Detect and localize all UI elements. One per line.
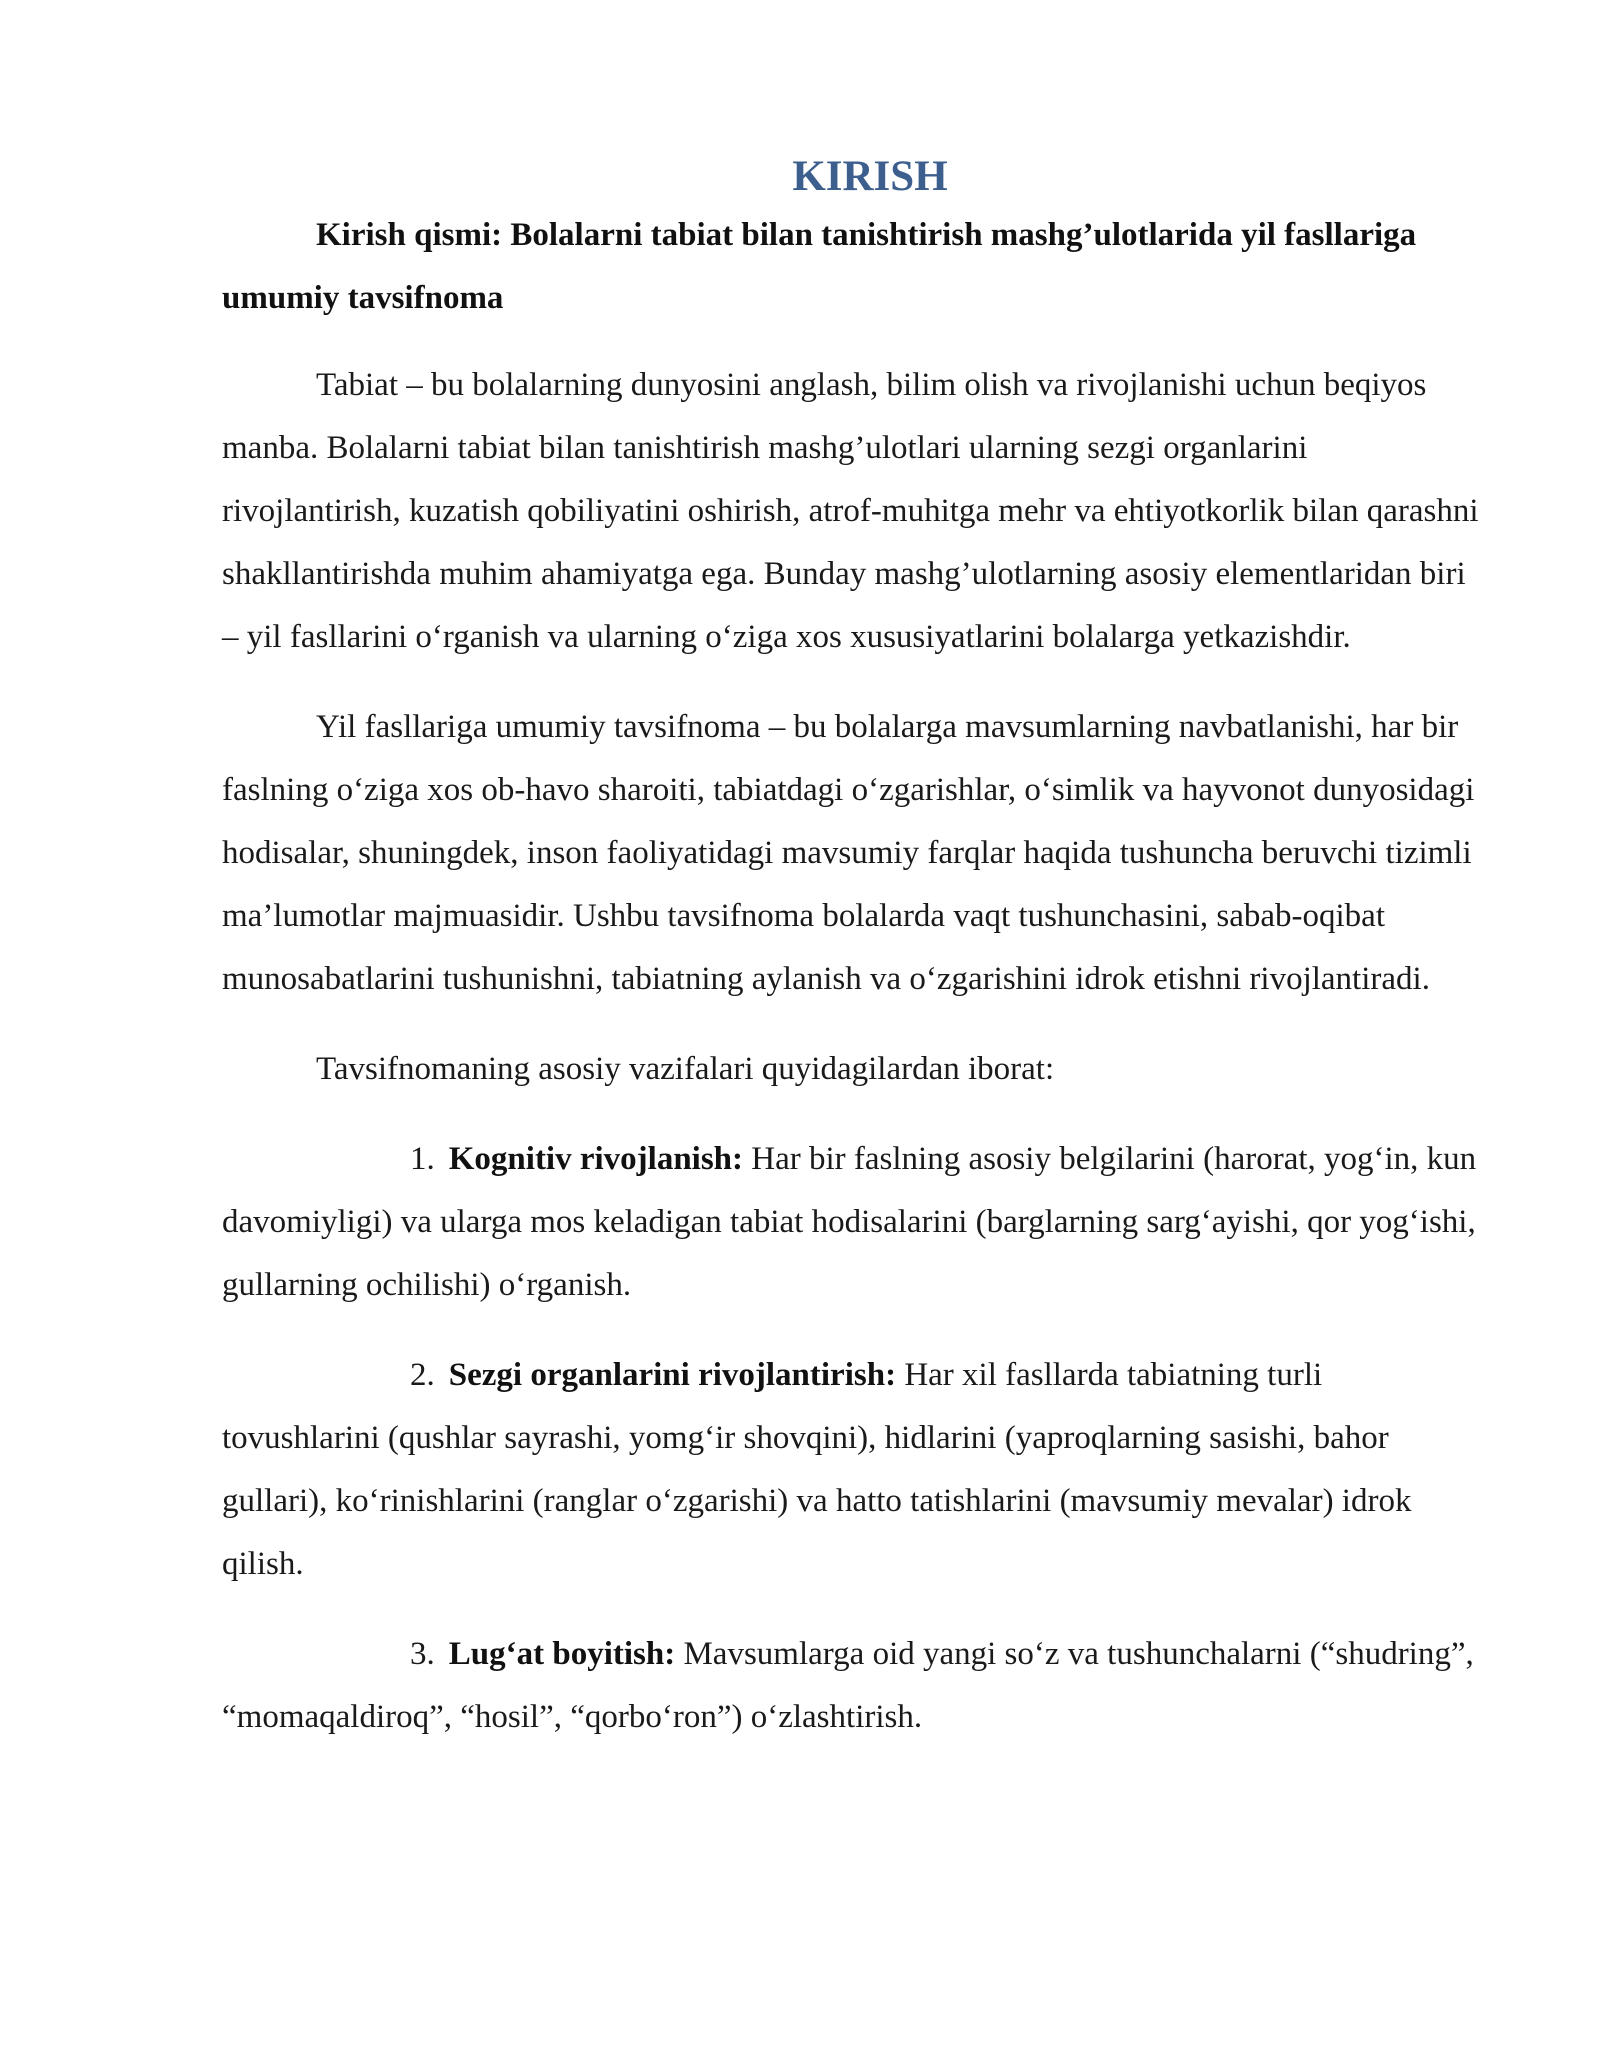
list-item-term: Kognitiv rivojlanish: xyxy=(448,1141,744,1177)
list-item-text: Har xil fasllarda tabiatning turli tovushlarini (qushlar sayrashi, yomg‘ir shovqini), hidlarini (yaproqlarning sasishi, bahor gullari), ko‘rinishlarini (ranglar o‘zgarishi) va hatto tatishlarini (mavsumiy mevalar) idrok qilish. xyxy=(222,1357,1412,1582)
list-item-number: 1. xyxy=(410,1141,435,1177)
document-title: KIRISH xyxy=(792,153,948,200)
list-item-number: 2. xyxy=(410,1357,435,1393)
list-item-text: Mavsumlarga oid yangi so‘z va tushunchalarni (“shudring”, “momaqaldiroq”, “hosil”, “qorbo‘ron”) o‘zlashtirish. xyxy=(222,1636,1474,1735)
list-item-text: Har bir faslning asosiy belgilarini (harorat, yog‘in, kun davomiyligi) va ularga mos keladigan tabiat hodisalarini (barglarning sarg‘ayishi, qor yog‘ishi, gullarning ochilishi) o‘rganish. xyxy=(222,1141,1477,1303)
list-item-cognitive xyxy=(222,1128,1480,1317)
list-item-term: Sezgi organlarini rivojlantirish: xyxy=(448,1357,897,1393)
list-item-vocabulary xyxy=(222,1623,1480,1749)
list-item-number: 3. xyxy=(410,1636,435,1672)
paragraph-tasks-heading: Tavsifnomaning asosiy vazifalari quyidagilardan iborat: xyxy=(316,1051,1055,1087)
paragraph-intro: Tabiat – bu bolalarning dunyosini anglash, bilim olish va rivojlanishi uchun beqiyos manba. Bolalarni tabiat bilan tanishtirish mashg’ulotlari ularning sezgi organlarini rivojlantirish, kuzatish qobiliyatini oshirish, atrof-muhitga mehr va ehtiyotkorlik bilan qarashni shakllantirishda muhim ahamiyatga ega. Bunday mashg’ulotlarning asosiy elementlaridan biri – yil fasllarini o‘rganish va ularning o‘ziga xos xususiyatlarini bolalarga yetkazishdir. xyxy=(222,367,1479,655)
list-item-senses xyxy=(222,1344,1480,1596)
paragraph-overview: Yil fasllariga umumiy tavsifnoma – bu bolalarga mavsumlarning navbatlanishi, har bir faslning o‘ziga xos ob-havo sharoiti, tabiatdagi o‘zgarishlar, o‘simlik va hayvonot dunyosidagi hodisalar, shuningdek, inson faoliyatidagi mavsumiy farqlar haqida tushuncha beruvchi tizimli ma’lumotlar majmuasidir. Ushbu tavsifnoma bolalarda vaqt tushunchasini, sabab-oqibat munosabatlarini tushunishni, tabiatning aylanish va o‘zgarishini idrok etishni rivojlantiradi. xyxy=(222,709,1475,997)
document-subtitle: Kirish qismi: Bolalarni tabiat bilan tanishtirish mashg’ulotlarida yil fasllariga umumiy tavsifnoma xyxy=(222,217,1417,316)
list-item-term: Lug‘at boyitish: xyxy=(448,1636,676,1672)
